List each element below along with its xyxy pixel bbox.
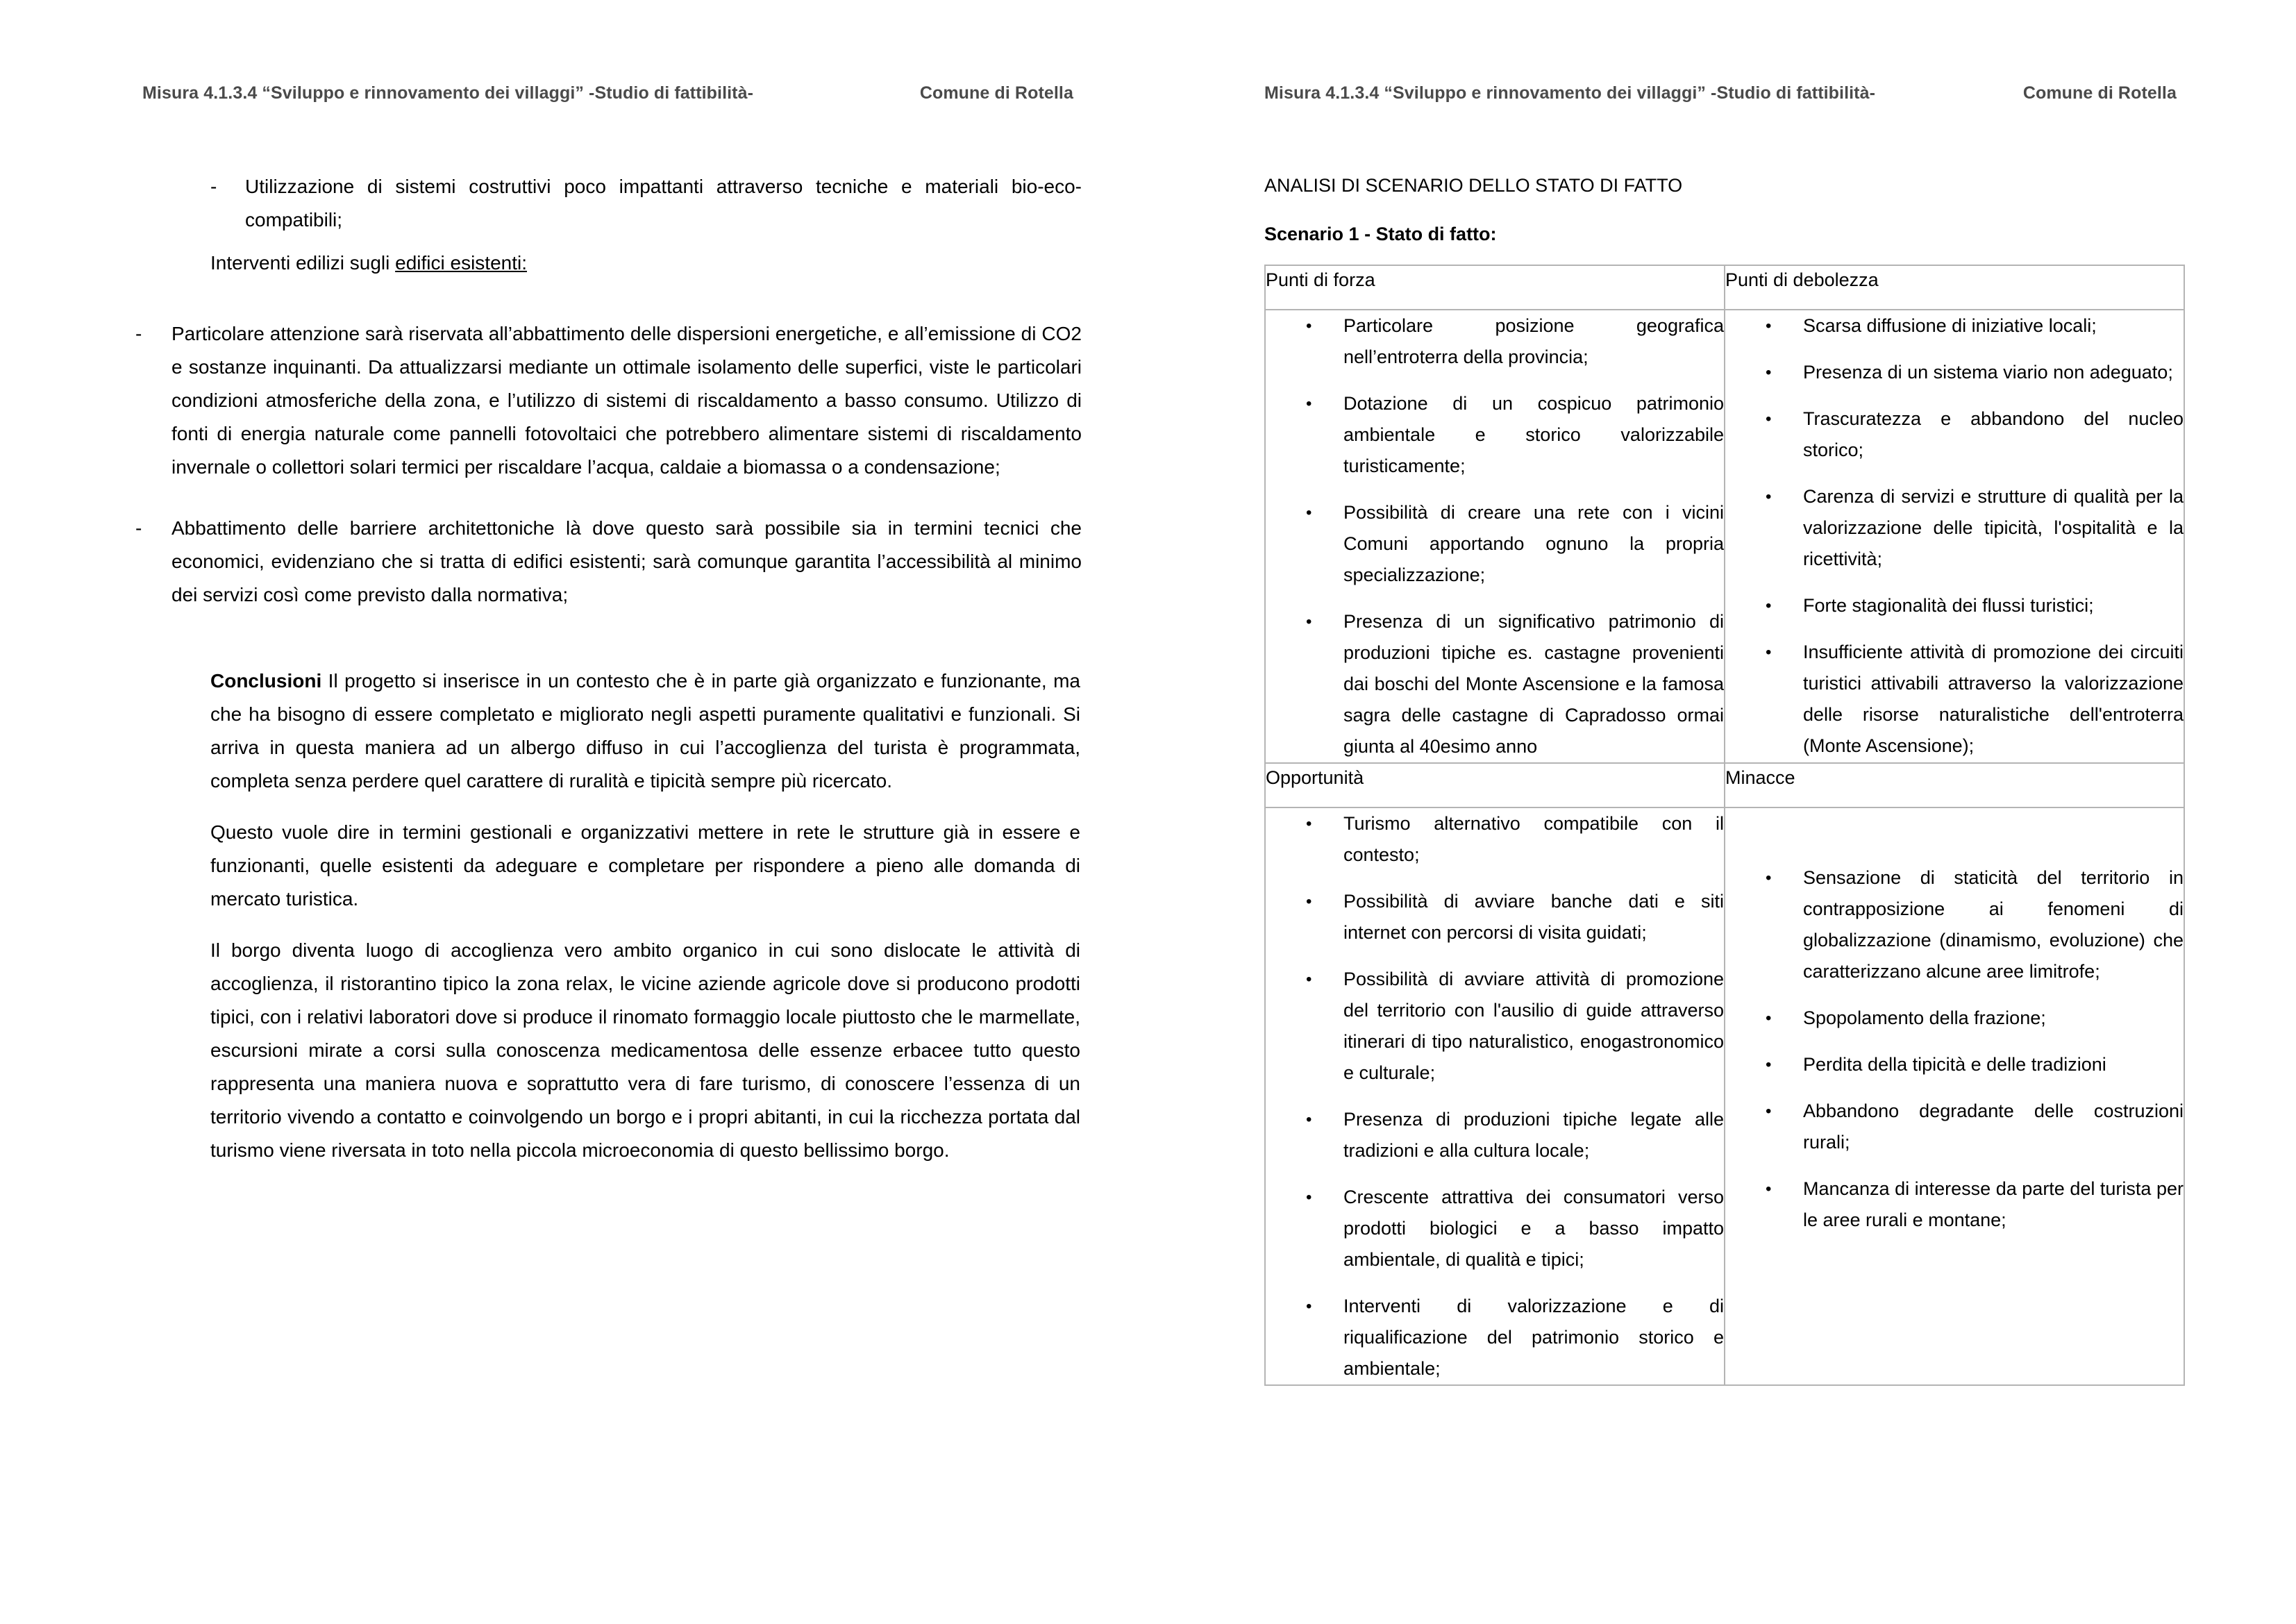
list-item: • Scarsa diffusione di iniziative locali;	[1760, 310, 2184, 342]
paragraph-conclusioni	[210, 664, 1080, 798]
bullet-text: Particolare attenzione sarà riservata all’abbattimento delle dispersioni energetiche, e all’emissione di CO2 e sostanze inquinanti. Da attualizzarsi mediante un ottimale isolamento delle superfici, viste le particolari condizioni atmosferiche della zona, e l’utilizzo di sistemi di riscaldamento a basso consumo. Utilizzo di fonti di energia naturale come pannelli fotovoltaici che potrebbero alimentare sistemi di riscaldamento invernale o collettori solari termici per riscaldare l’acqua, caldaie a biomassa o a condensazione;	[171, 323, 1082, 478]
swot-header-threats: Minacce	[1725, 763, 2184, 807]
header-document-title: Misura 4.1.3.4 “Sviluppo e rinnovamento dei villaggi” -Studio di fattibilità-	[1264, 83, 1876, 103]
section-title-analisi-scenario: ANALISI DI SCENARIO DELLO STATO DI FATTO	[1264, 175, 1683, 196]
header-document-title: Misura 4.1.3.4 “Sviluppo e rinnovamento dei villaggi” -Studio di fattibilità-	[142, 83, 754, 103]
bullet-text: Abbattimento delle barriere architettoniche là dove questo sarà possibile sia in termini tecnici che economici, evidenziano che si tratta di edifici esistenti; sarà comunque garantita l’accessibilità al minimo dei servizi così come previsto dalla normativa;	[171, 517, 1082, 605]
paragraph-gestionali: Questo vuole dire in termini gestionali e organizzativi mettere in rete le strutture già in essere e funzionanti, quelle esistenti da adeguare e completare per rispondere a pieno alle domanda di mercato turistica.	[210, 821, 1080, 910]
bullet-item-architectural-barriers	[135, 512, 1082, 612]
list-item: • Mancanza di interesse da parte del turista per le aree rurali e montane;	[1760, 1173, 2184, 1236]
conclusioni-body: Il progetto si inserisce in un contesto che è in parte già organizzato e funzionante, ma che ha bisogno di essere completato e migliorato negli aspetti puramente qualitativi e funzionali. Si arriva in questa maniera ad un albergo diffuso in cui l’accoglienza del turista è programmata, completa senza perdere quel carattere di ruralità e tipicità sempre più ricercato.	[210, 670, 1080, 792]
list-item: • Possibilità di creare una rete con i vicini Comuni apportando ognuno la propria specializzazione;	[1300, 497, 1724, 591]
lead-in-interventi-edilizi	[210, 246, 1082, 280]
swot-header-weaknesses: Punti di debolezza	[1725, 265, 2184, 310]
swot-analysis-table	[1264, 265, 2185, 1386]
dash-marker: -	[210, 176, 217, 197]
list-item: • Interventi di valorizzazione e di riqualificazione del patrimonio storico e ambientale;	[1300, 1291, 1724, 1384]
bullet-item-energy-dispersion	[135, 317, 1082, 484]
conclusioni-label: Conclusioni	[210, 670, 322, 692]
list-item: • Turismo alternativo compatibile con il contesto;	[1300, 808, 1724, 871]
spacer	[135, 621, 1082, 664]
swot-cell-opportunities	[1265, 807, 1725, 1385]
spacer	[135, 284, 1082, 317]
list-item: • Insufficiente attività di promozione dei circuiti turistici attivabili attraverso la valorizzazione delle risorse naturalistiche dell'entroterra (Monte Ascensione);	[1760, 637, 2184, 762]
list-item: • Presenza di un sistema viario non adeguato;	[1760, 357, 2184, 388]
list-item: • Forte stagionalità dei flussi turistici;	[1760, 590, 2184, 621]
running-header-right-page	[1264, 83, 2185, 103]
swot-header-row-top	[1265, 265, 2184, 310]
swot-cell-weaknesses	[1725, 310, 2184, 763]
bullet-item-constructive-systems	[210, 170, 1082, 237]
strengths-list	[1266, 310, 1724, 762]
list-item: • Possibilità di avviare banche dati e siti internet con percorsi di visita guidati;	[1300, 886, 1724, 948]
list-item: • Presenza di un significativo patrimonio di produzioni tipiche es. castagne provenienti dai boschi del Monte Ascensione e la famosa sagra delle castagne di Capradosso ormai giunta al 40esimo anno	[1300, 606, 1724, 762]
header-municipality: Comune di Rotella	[2022, 83, 2177, 103]
list-item: • Dotazione di un cospicuo patrimonio ambientale e storico valorizzabile turisticamente;	[1300, 388, 1724, 482]
right-page	[1148, 0, 2296, 1624]
dash-marker: -	[135, 517, 142, 539]
bullet-text: Utilizzazione di sistemi costruttivi poco impattanti attraverso tecniche e materiali bio-eco-compatibili;	[245, 176, 1082, 231]
list-item: • Perdita della tipicità e delle tradizioni	[1760, 1049, 2184, 1080]
threats-list	[1725, 808, 2184, 1236]
list-item: • Carenza di servizi e strutture di qualità per la valorizzazione delle tipicità, l'ospitalità e la ricettività;	[1760, 481, 2184, 575]
list-item: • Presenza di produzioni tipiche legate alle tradizioni e alla cultura locale;	[1300, 1104, 1724, 1166]
swot-header-row-bottom	[1265, 763, 2184, 807]
running-header-left-page	[135, 83, 1082, 103]
weaknesses-list	[1725, 310, 2184, 762]
list-item: • Spopolamento della frazione;	[1760, 1003, 2184, 1034]
lead-in-prefix: Interventi edilizi sugli	[210, 252, 396, 274]
swot-cell-strengths	[1265, 310, 1725, 763]
swot-cell-threats	[1725, 807, 2184, 1385]
list-item: • Trascuratezza e abbandono del nucleo storico;	[1760, 403, 2184, 466]
swot-content-row-bottom	[1265, 807, 2184, 1385]
lead-in-underlined: edifici esistenti:	[395, 252, 527, 274]
spacer	[135, 494, 1082, 512]
dash-marker: -	[135, 323, 142, 344]
scenario-label: Scenario 1 - Stato di fatto:	[1264, 224, 1497, 244]
list-item: • Possibilità di avviare attività di promozione del territorio con l'ausilio di guide attraverso itinerari di tipo naturalistico, enogastronomico e culturale;	[1300, 964, 1724, 1089]
swot-content-row-top	[1265, 310, 2184, 763]
list-item: • Sensazione di staticità del territorio in contrapposizione ai fenomeni di globalizzazione (dinamismo, evoluzione) che caratterizzano alcune aree limitrofe;	[1760, 862, 2184, 987]
list-item: • Crescente attrattiva dei consumatori verso prodotti biologici e a basso impatto ambientale, di qualità e tipici;	[1300, 1182, 1724, 1275]
swot-header-strengths: Punti di forza	[1265, 265, 1725, 310]
list-item: • Abbandono degradante delle costruzioni rurali;	[1760, 1096, 2184, 1158]
paragraph-borgo: Il borgo diventa luogo di accoglienza vero ambito organico in cui sono dislocate le attività di accoglienza, il ristorantino tipico la zona relax, le vicine aziende agricole dove si producono prodotti tipici, con i relativi laboratori dove si produce il rinomato formaggio locale piuttosto che le marmellate, escursioni mirate a corsi sulla conoscenza medicamentosa delle essenze erbacee tutto questo rappresenta una maniera nuova e soprattutto vera di fare turismo, di conoscere l’essenza di un territorio vivendo a contatto e coinvolgendo un borgo e i propri abitanti, in cui la ricchezza portata dal turismo viene riversata in toto nella piccola microeconomia di questo bellissimo borgo.	[210, 939, 1080, 1161]
list-item: • Particolare posizione geografica nell’entroterra della provincia;	[1300, 310, 1724, 373]
opportunities-list	[1266, 808, 1724, 1384]
swot-header-opportunities: Opportunità	[1265, 763, 1725, 807]
header-municipality: Comune di Rotella	[919, 83, 1073, 103]
